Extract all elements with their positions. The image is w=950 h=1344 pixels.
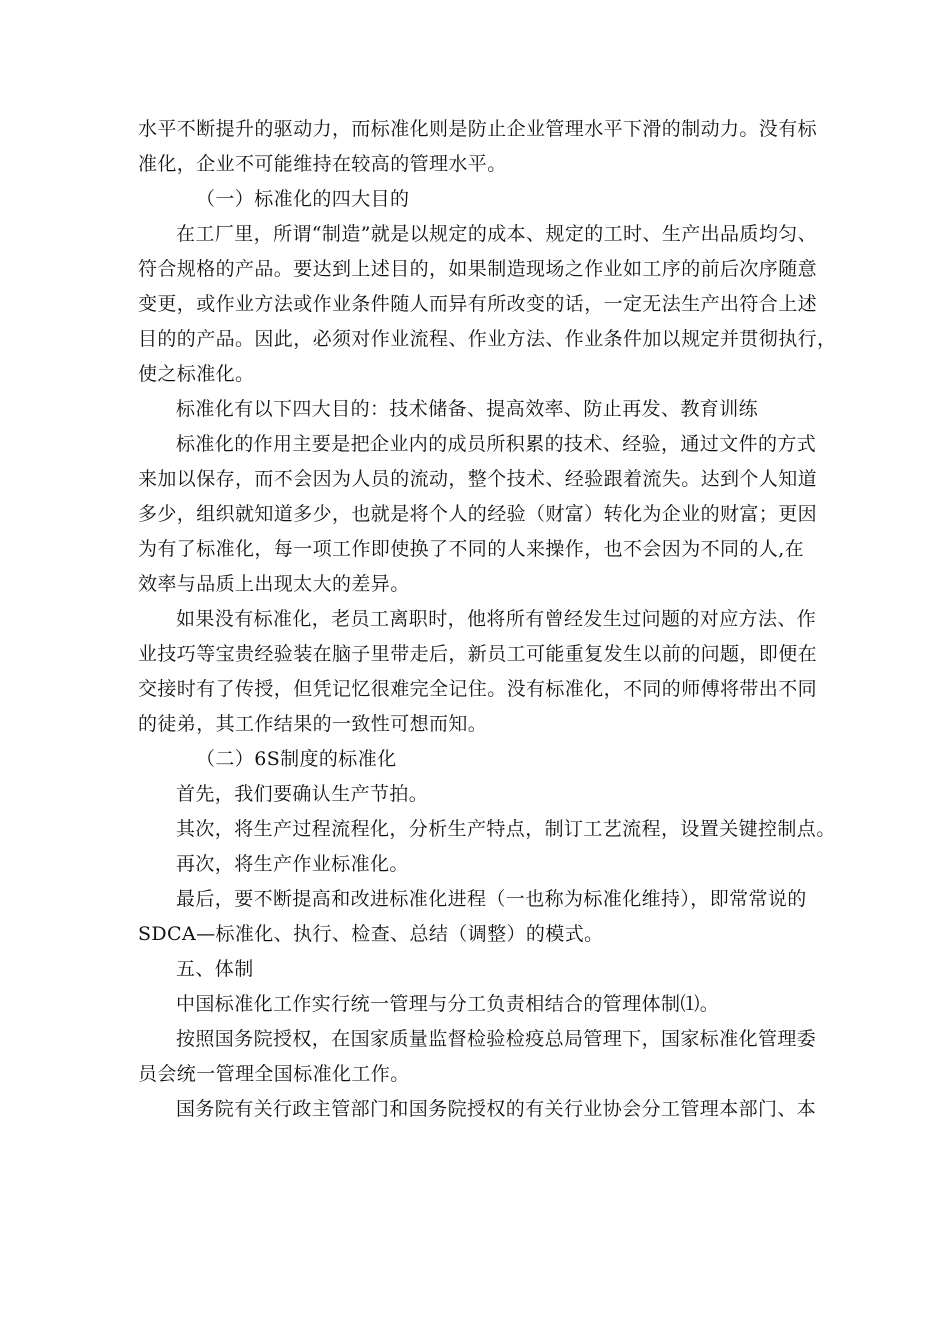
text-line: 中国标准化工作实行统一管理与分工负责相结合的管理体制⑴。 (176, 993, 720, 1015)
text-line: 效率与品质上出现太大的差异。 (138, 573, 410, 595)
text-line: 符合规格的产品。要达到上述目的，如果制造现场之作业如工序的前后次序随意 (138, 258, 818, 280)
text-line: 变更，或作业方法或作业条件随人而异有所改变的话，一定无法生产出符合上述 (138, 293, 818, 315)
text-line: 准化，企业不可能维持在较高的管理水平。 (138, 153, 507, 175)
text-line: 其次，将生产过程流程化，分析生产特点，制订工艺流程，设置关键控制点。 (176, 818, 836, 840)
text-line: 业技巧等宝贵经验装在脑子里带走后，新员工可能重复发生以前的问题，即便在 (138, 643, 818, 665)
text-line: 为有了标准化，每一项工作即使换了不同的人来操作，也不会因为不同的人,在 (138, 538, 805, 560)
text-line: SDCA—标准化、执行、检查、总结（调整）的模式。 (138, 923, 604, 945)
text-line: 标准化的作用主要是把企业内的成员所积累的技术、经验，通过文件的方式 (176, 433, 817, 455)
text-line: 如果没有标准化，老员工离职时，他将所有曾经发生过问题的对应方法、作 (176, 608, 817, 630)
section-heading: （二）6S制度的标准化 (196, 748, 397, 770)
text-line: 首先，我们要确认生产节拍。 (176, 783, 429, 805)
text-line: 水平不断提升的驱动力，而标准化则是防止企业管理水平下滑的制动力。没有标 (138, 118, 818, 140)
text-line: 再次，将生产作业标准化。 (176, 853, 409, 875)
text-line: 交接时有了传授，但凭记忆很难完全记住。没有标准化，不同的师傅将带出不同 (138, 678, 818, 700)
text-line: 多少，组织就知道多少，也就是将个人的经验（财富）转化为企业的财富；更因 (138, 503, 818, 525)
text-line: 来加以保存，而不会因为人员的流动，整个技术、经验跟着流失。达到个人知道 (138, 468, 818, 490)
text-line: 目的的产品。因此，必须对作业流程、作业方法、作业条件加以规定并贯彻执行， (138, 328, 837, 350)
text-line: 在工厂里，所谓“制造”就是以规定的成本、规定的工时、生产出品质均匀、 (176, 223, 818, 245)
text-line: 按照国务院授权，在国家质量监督检验检疫总局管理下，国家标准化管理委 (176, 1028, 817, 1050)
text-line: 最后，要不断提高和改进标准化进程（一也称为标准化维持），即常常说的 (176, 888, 807, 910)
text-line: 员会统一管理全国标准化工作。 (138, 1063, 410, 1085)
text-line: 使之标准化。 (138, 363, 255, 385)
text-line: 的徒弟，其工作结果的一致性可想而知。 (138, 713, 488, 735)
text-line: 国务院有关行政主管部门和国务院授权的有关行业协会分工管理本部门、本 (176, 1098, 817, 1120)
section-heading: （一）标准化的四大目的 (196, 188, 410, 210)
text-line: 五、体制 (176, 958, 254, 980)
document-page (138, 112, 837, 1127)
text-line: 标准化有以下四大目的：技术储备、提高效率、防止再发、教育训练 (176, 398, 759, 420)
